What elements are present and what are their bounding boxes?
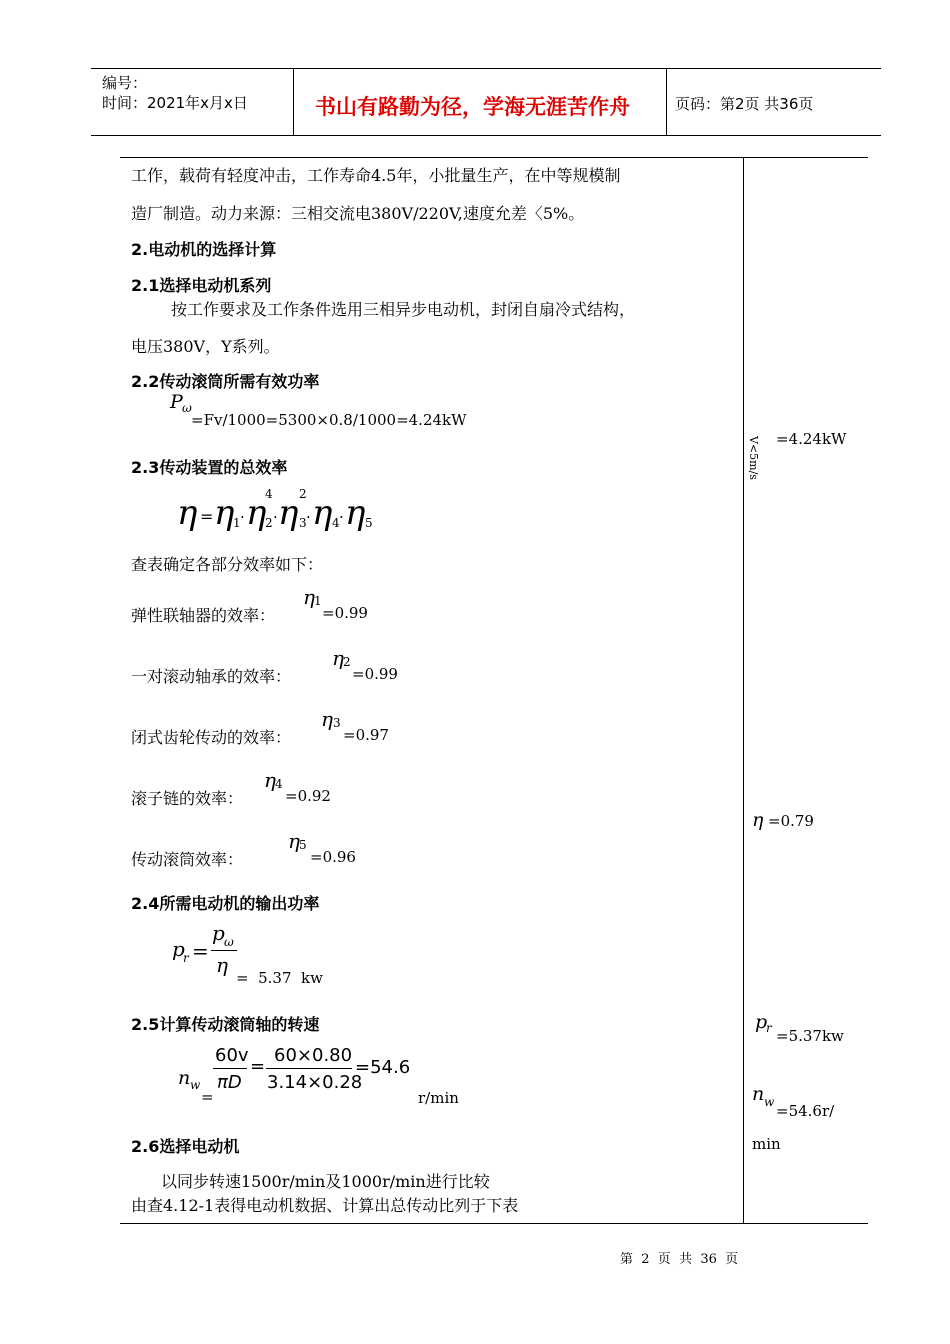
nw-symbol: n: [178, 1067, 191, 1089]
eta-3-exponent: 2: [299, 487, 307, 501]
intro-line-2: 造厂制造。动力来源：三相交流电380V/220V,速度允差〈5%。: [131, 204, 585, 223]
pw-symbol: P: [170, 391, 183, 413]
dot-4: ·: [339, 508, 344, 526]
side-pw-tag: V<5m/s: [747, 436, 760, 480]
eta-5-subscript: 5: [365, 516, 373, 530]
section-2-1-heading: 2.1选择电动机系列: [131, 276, 272, 295]
section-2-1-para-1: 按工作要求及工作条件选用三相异步电动机，封闭自扇冷式结构，: [171, 300, 636, 319]
section-2-heading: 2.电动机的选择计算: [131, 240, 277, 259]
eff-3-eta: η: [321, 707, 333, 731]
formula-equals: =: [200, 507, 214, 526]
side-pw-value: =4.24kW: [776, 430, 847, 448]
fraction-1-denominator: πD: [217, 1072, 242, 1093]
eff-2-subscript: 2: [343, 655, 351, 669]
eff-1-eta: η: [303, 585, 315, 609]
section-2-6-heading: 2.6选择电动机: [131, 1137, 240, 1156]
eta-2-exponent: 4: [265, 487, 273, 501]
eta-5: η: [345, 493, 366, 533]
nw-unit: r/min: [418, 1089, 459, 1107]
eta-1-subscript: 1: [233, 516, 241, 530]
section-2-2-heading: 2.2传动滚筒所需有效功率: [131, 372, 320, 391]
eff-4-eta: η: [264, 768, 276, 792]
eff-2-label: 一对滚动轴承的效率：: [131, 667, 292, 686]
side-eta-value: =0.79: [768, 812, 814, 830]
nw-value: =54.6: [355, 1057, 411, 1078]
header-bottom-rule: [91, 135, 881, 136]
pw-subscript: ω: [182, 401, 192, 415]
section-2-5-heading: 2.5计算传动滚筒轴的转速: [131, 1015, 320, 1034]
pr-fraction-bar: [211, 950, 237, 951]
dot-1: ·: [240, 508, 245, 526]
pr-numerator-p: p: [212, 921, 225, 945]
eff-5-eta: η: [288, 829, 300, 853]
fraction-2-bar: [266, 1068, 352, 1069]
pr-numerator-omega: ω: [224, 935, 234, 949]
pw-formula: =Fv/1000=5300×0.8/1000=4.24kW: [191, 411, 467, 429]
header-page-label: 页码：第2页 共36页: [675, 95, 814, 113]
dot-2: ·: [273, 508, 278, 526]
eff-4-subscript: 4: [275, 777, 283, 791]
section-2-4-heading: 2.4所需电动机的输出功率: [131, 894, 320, 913]
side-nw-subscript: w: [764, 1095, 775, 1109]
side-nw-value-line-1: =54.6r/: [776, 1102, 835, 1120]
side-pr-symbol: p: [755, 1011, 768, 1033]
content-bottom-rule: [120, 1223, 868, 1224]
eff-3-subscript: 3: [333, 716, 341, 730]
eff-5-subscript: 5: [299, 838, 307, 852]
eta-2-subscript: 2: [265, 516, 273, 530]
header-motto: 书山有路勤为径，学海无涯苦作舟: [315, 95, 630, 119]
side-nw-value-line-2: min: [752, 1135, 781, 1153]
header-divider-right: [666, 68, 667, 136]
eff-1-value: =0.99: [322, 604, 368, 622]
eta-2: η: [246, 493, 267, 533]
side-nw-symbol: n: [752, 1083, 765, 1105]
content-column-divider: [743, 157, 744, 1224]
eta-4-subscript: 4: [332, 516, 340, 530]
fraction-2-denominator: 3.14×0.28: [267, 1072, 363, 1093]
side-pr-subscript: r: [766, 1021, 772, 1035]
nw-subscript: w: [190, 1078, 201, 1092]
lookup-text: 查表确定各部分效率如下：: [131, 555, 324, 574]
content-top-rule: [120, 157, 868, 158]
eff-5-label: 传动滚筒效率：: [131, 850, 244, 869]
dot-3: ·: [306, 508, 311, 526]
pr-equals: =: [192, 939, 209, 963]
pr-symbol: p: [172, 937, 185, 961]
eff-3-label: 闭式齿轮传动的效率：: [131, 728, 292, 747]
eta-4: η: [312, 493, 333, 533]
intro-line-1: 工作，载荷有轻度冲击，工作寿命4.5年，小批量生产，在中等规模制: [131, 166, 621, 185]
side-pr-value: =5.37kw: [776, 1027, 844, 1045]
pr-denominator-eta: η: [216, 953, 228, 977]
section-2-1-para-2: 电压380V，Y系列。: [131, 337, 280, 356]
eff-5-value: =0.96: [310, 848, 356, 866]
eta-3-subscript: 3: [299, 516, 307, 530]
side-eta-symbol: η: [752, 809, 764, 831]
pr-subscript: r: [183, 951, 189, 965]
section-2-6-para-2: 由查4.12-1表得电动机数据、计算出总传动比列于下表: [131, 1196, 519, 1215]
header-top-rule: [91, 68, 881, 69]
fraction-2-numerator: 60×0.80: [274, 1045, 353, 1066]
eff-2-eta: η: [332, 646, 344, 670]
eff-4-label: 滚子链的效率：: [131, 789, 244, 808]
fraction-1-bar: [213, 1068, 247, 1069]
header-time-label: 时间：2021年x月x日: [102, 94, 248, 112]
eff-3-value: =0.97: [343, 726, 389, 744]
eta-3: η: [278, 493, 299, 533]
pr-result: = 5.37 kw: [236, 969, 323, 987]
eff-4-value: =0.92: [285, 787, 331, 805]
section-2-6-para-1: 以同步转速1500r/min及1000r/min进行比较: [161, 1172, 490, 1191]
fraction-equals: =: [250, 1056, 266, 1077]
header-serial-label: 编号：: [102, 74, 148, 92]
eff-1-subscript: 1: [314, 594, 322, 608]
eta-total: η: [177, 493, 198, 533]
section-2-3-heading: 2.3传动装置的总效率: [131, 458, 288, 477]
footer-page-number: 第 2 页 共 36 页: [620, 1252, 739, 1267]
eta-1: η: [214, 493, 235, 533]
eff-1-label: 弹性联轴器的效率：: [131, 606, 276, 625]
nw-equals: =: [201, 1088, 214, 1106]
eff-2-value: =0.99: [352, 665, 398, 683]
header-divider-left: [293, 68, 294, 136]
fraction-1-numerator: 60v: [215, 1045, 249, 1066]
